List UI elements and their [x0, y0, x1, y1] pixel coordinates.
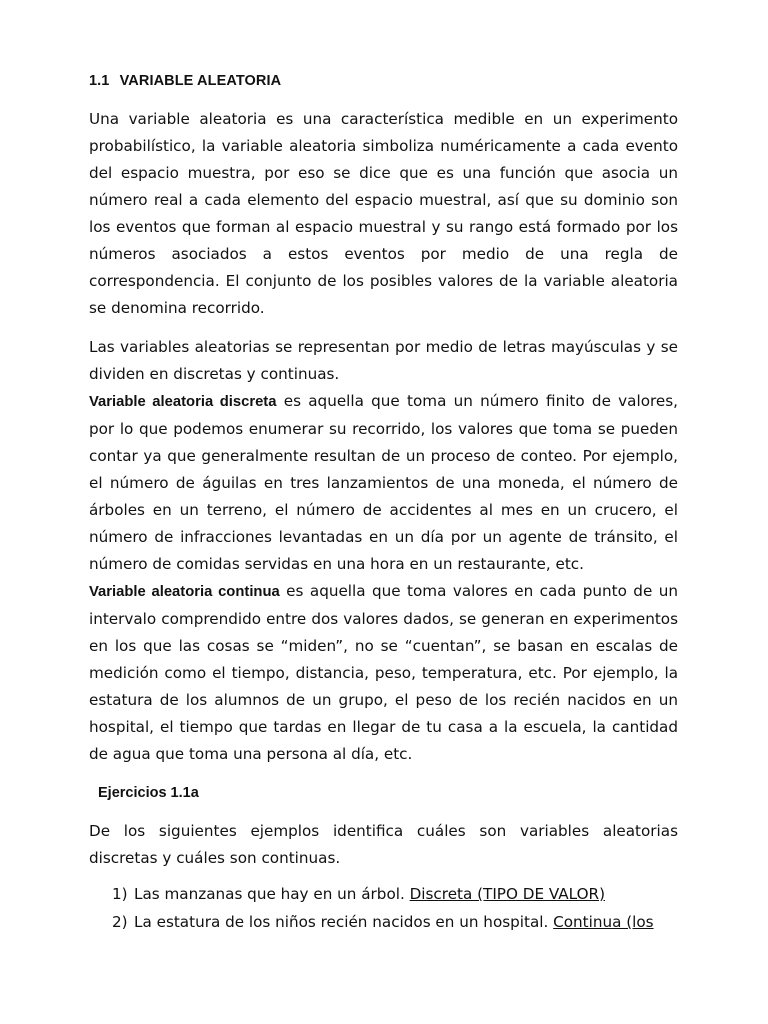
- discrete-paragraph: [89, 388, 678, 578]
- continuous-term: Variable aleatoria continua: [89, 584, 280, 600]
- exercise-number: 2): [112, 913, 128, 931]
- paragraph-spacer: [89, 804, 678, 818]
- exercises-heading: Ejercicios 1.1a: [98, 785, 199, 801]
- paragraph-spacer: [89, 322, 678, 334]
- continuous-definition: es aquella que toma valores en cada punto de un intervalo comprendido entre dos valores dados, se generan en experimentos en los que las cosas se “miden”, no se “cuentan”, se basan en escalas de medición como el tiempo, distancia, peso, temperatura, etc. Por ejemplo, la estatura de los alumnos de un grupo, el peso de los recién nacidos en un hospital, el tiempo que tardas en llegar de tu casa a la escuela, la cantidad de agua que toma una persona al día, etc.: [89, 582, 678, 763]
- exercise-item: [112, 880, 678, 908]
- intro-paragraph: Una variable aleatoria es una característica medible en un experimento probabilístico, la variable aleatoria simboliza numéricamente a cada evento del espacio muestra, por eso se dice que es una función que asocia un número real a cada elemento del espacio muestral, así que su dominio son los eventos que forman al espacio muestral y su rango está formado por los números asociados a estos eventos por medio de una regla de correspondencia. El conjunto de los posibles valores de la variable aleatoria se denomina recorrido.: [89, 110, 678, 317]
- discrete-definition: es aquella que toma un número finito de valores, por lo que podemos enumerar su recorrido, los valores que toma se pueden contar ya que generalmente resultan de un proceso de conteo. Por ejemplo, el número de águilas en tres lanzamientos de una moneda, el número de árboles en un terreno, el número de accidentes al mes en un crucero, el número de infracciones levantadas en un día por un agente de tránsito, el número de comidas servidas en una hora en un restaurante, etc.: [89, 392, 678, 573]
- exercise-answer: Discreta (TIPO DE VALOR): [409, 885, 606, 903]
- exercise-number: 1): [112, 885, 128, 903]
- continuous-paragraph: [89, 578, 678, 768]
- paragraph-spacer: [89, 768, 678, 782]
- exercise-text: La estatura de los niños recién nacidos en un hospital.: [134, 913, 554, 931]
- section-title: VARIABLE ALEATORIA: [119, 73, 282, 89]
- exercise-text: Las manzanas que hay en un árbol.: [134, 885, 410, 903]
- exercise-list: [89, 880, 678, 936]
- paragraph-spacer: [89, 872, 678, 880]
- types-paragraph: Las variables aleatorias se representan por medio de letras mayúsculas y se dividen en discretas y continuas.: [89, 338, 678, 383]
- discrete-term: Variable aleatoria discreta: [89, 394, 277, 410]
- section-number: 1.1: [89, 73, 110, 89]
- exercise-item: [112, 908, 678, 936]
- section-heading: [89, 70, 678, 92]
- document-page: [89, 70, 678, 936]
- exercises-instructions: De los siguientes ejemplos identifica cuáles son variables aleatorias discretas y cuáles son continuas.: [89, 822, 678, 867]
- exercise-answer: Continua (los: [553, 913, 654, 931]
